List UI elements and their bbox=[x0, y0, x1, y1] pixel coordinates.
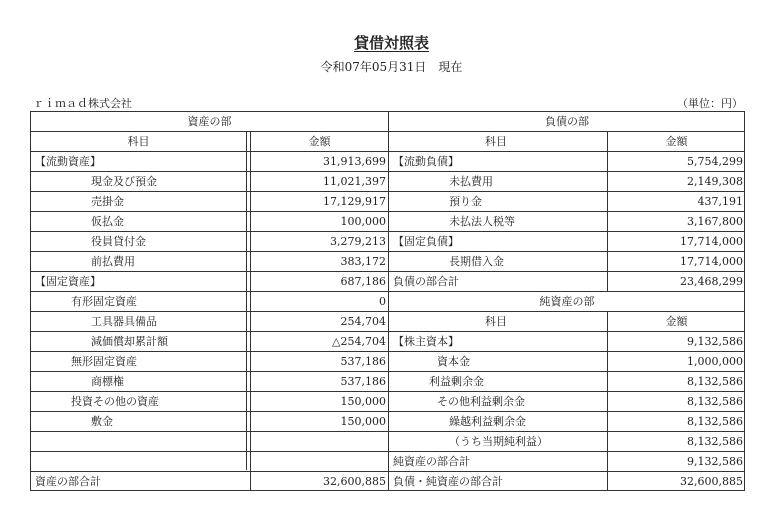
table-row bbox=[389, 332, 745, 352]
table-row bbox=[31, 212, 388, 232]
row-label: 商標権 bbox=[91, 375, 124, 388]
column-header-row bbox=[31, 132, 388, 152]
table-row bbox=[31, 412, 388, 432]
amount-header: 金額 bbox=[250, 132, 388, 151]
table-row bbox=[31, 372, 388, 392]
row-label: 資本金 bbox=[437, 355, 470, 368]
net-assets-total-row bbox=[389, 452, 745, 472]
table-row bbox=[31, 392, 388, 412]
document-title: 貸借対照表 bbox=[353, 34, 429, 52]
row-amount bbox=[250, 452, 388, 471]
table-row bbox=[31, 452, 388, 472]
table-row bbox=[31, 292, 388, 312]
row-label: 負債の部合計 bbox=[393, 275, 459, 288]
row-amount: 254,704 bbox=[250, 312, 388, 331]
as-of-date: 令和07年05月31日 現在 bbox=[320, 60, 463, 74]
row-amount: 0 bbox=[250, 292, 388, 311]
row-label: 未払法人税等 bbox=[449, 215, 515, 228]
row-amount: 32,600,885 bbox=[250, 472, 388, 491]
row-label bbox=[31, 432, 250, 451]
row-amount: 5,754,299 bbox=[607, 152, 745, 171]
row-amount: 537,186 bbox=[250, 372, 388, 391]
row-label: 長期借入金 bbox=[449, 255, 504, 268]
row-amount: 11,021,397 bbox=[250, 172, 388, 191]
assets-side bbox=[31, 112, 388, 490]
row-label: 純資産の部合計 bbox=[393, 455, 470, 468]
table-row bbox=[31, 232, 388, 252]
row-amount: 17,129,917 bbox=[250, 192, 388, 211]
table-row bbox=[31, 432, 388, 452]
row-label: 【株主資本】 bbox=[393, 335, 459, 348]
row-label: 敷金 bbox=[91, 415, 113, 428]
row-amount: 383,172 bbox=[250, 252, 388, 271]
table-row bbox=[31, 332, 388, 352]
table-row bbox=[31, 192, 388, 212]
row-amount: 100,000 bbox=[250, 212, 388, 231]
row-amount: 9,132,586 bbox=[607, 452, 745, 471]
row-amount: 687,186 bbox=[250, 272, 388, 291]
table-row bbox=[31, 272, 388, 292]
row-amount: 23,468,299 bbox=[607, 272, 745, 291]
row-amount: 8,132,586 bbox=[607, 432, 745, 451]
table-row bbox=[31, 152, 388, 172]
column-header-row bbox=[389, 312, 745, 332]
row-label: 【流動資産】 bbox=[35, 155, 101, 168]
unit-label: （単位：円） bbox=[677, 97, 743, 110]
table-row bbox=[389, 212, 745, 232]
row-label: （うち当期純利益） bbox=[449, 435, 548, 448]
table-row bbox=[389, 232, 745, 252]
net-assets-section-header-label: 純資産の部 bbox=[539, 295, 595, 308]
table-row bbox=[389, 192, 745, 212]
row-amount: 17,714,000 bbox=[607, 252, 745, 271]
table-row bbox=[389, 172, 745, 192]
row-amount: 150,000 bbox=[250, 392, 388, 411]
row-amount: 537,186 bbox=[250, 352, 388, 371]
row-label: 無形固定資産 bbox=[71, 355, 137, 368]
net-assets-section-header bbox=[389, 292, 745, 312]
row-amount: 17,714,000 bbox=[607, 232, 745, 251]
liabilities-net-assets-side bbox=[388, 112, 745, 490]
column-header-row bbox=[389, 132, 745, 152]
row-amount: 8,132,586 bbox=[607, 392, 745, 411]
company-name: ｒｉｍａｄ株式会社 bbox=[33, 97, 132, 110]
row-amount bbox=[250, 432, 388, 451]
row-amount: 3,167,800 bbox=[607, 212, 745, 231]
row-label: 預り金 bbox=[449, 195, 482, 208]
row-label: 未払費用 bbox=[449, 175, 493, 188]
row-amount: △254,704 bbox=[250, 332, 388, 351]
row-label: 売掛金 bbox=[91, 195, 124, 208]
amount-header: 金額 bbox=[607, 132, 745, 151]
row-amount: 3,279,213 bbox=[250, 232, 388, 251]
row-label: 利益剰余金 bbox=[429, 375, 484, 388]
liabilities-section-header-label: 負債の部 bbox=[545, 115, 589, 128]
row-label: 役員貸付金 bbox=[91, 235, 146, 248]
table-row bbox=[389, 252, 745, 272]
row-amount: 1,000,000 bbox=[607, 352, 745, 371]
table-row bbox=[389, 392, 745, 412]
balance-sheet-table bbox=[30, 111, 745, 491]
row-amount: 8,132,586 bbox=[607, 412, 745, 431]
table-row bbox=[31, 252, 388, 272]
row-label: 【固定資産】 bbox=[35, 275, 101, 288]
assets-section-header bbox=[31, 112, 388, 132]
row-label: 繰越利益剰余金 bbox=[449, 415, 526, 428]
row-label: 前払費用 bbox=[91, 255, 135, 268]
subject-header: 科目 bbox=[127, 135, 150, 148]
row-label: 現金及び預金 bbox=[91, 175, 157, 188]
row-label: 資産の部合計 bbox=[35, 475, 101, 488]
table-row bbox=[389, 412, 745, 432]
liabilities-net-assets-total-row bbox=[389, 472, 745, 492]
row-label: 仮払金 bbox=[91, 215, 124, 228]
table-row bbox=[389, 352, 745, 372]
row-amount: 8,132,586 bbox=[607, 372, 745, 391]
row-amount: 2,149,308 bbox=[607, 172, 745, 191]
table-row bbox=[389, 152, 745, 172]
row-label: 【固定負債】 bbox=[393, 235, 459, 248]
row-amount: 32,600,885 bbox=[607, 472, 745, 491]
assets-section-header-label: 資産の部 bbox=[187, 115, 232, 128]
row-label: 投資その他の資産 bbox=[71, 395, 159, 408]
table-row bbox=[31, 172, 388, 192]
row-label: 【流動負債】 bbox=[393, 155, 459, 168]
assets-total-row bbox=[31, 471, 388, 491]
row-amount: 150,000 bbox=[250, 412, 388, 431]
table-row bbox=[31, 352, 388, 372]
row-label: その他利益剰余金 bbox=[437, 395, 525, 408]
row-amount: 31,913,699 bbox=[250, 152, 388, 171]
table-row bbox=[389, 372, 745, 392]
table-row bbox=[389, 432, 745, 452]
row-label: 有形固定資産 bbox=[71, 295, 137, 308]
amount-header: 金額 bbox=[607, 312, 745, 331]
table-row bbox=[31, 312, 388, 332]
row-label: 負債・純資産の部合計 bbox=[393, 475, 503, 488]
row-label: 工具器具備品 bbox=[91, 315, 157, 328]
liabilities-total-row bbox=[389, 272, 745, 292]
row-label bbox=[31, 452, 250, 471]
row-label: 減価償却累計額 bbox=[91, 335, 168, 348]
row-amount: 9,132,586 bbox=[607, 332, 745, 351]
subject-header: 科目 bbox=[485, 135, 507, 148]
subject-header: 科目 bbox=[485, 315, 507, 328]
row-amount: 437,191 bbox=[607, 192, 745, 211]
liabilities-section-header bbox=[389, 112, 745, 132]
